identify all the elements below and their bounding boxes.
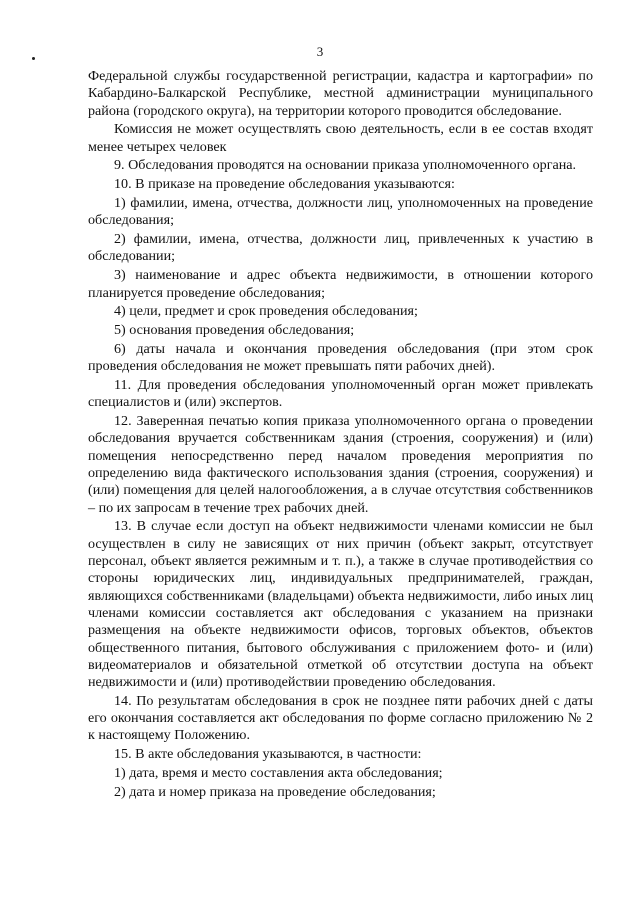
paragraph: 13. В случае если доступ на объект недвижимости членами комиссии не был осуществлен в силу не зависящих от них причин (объект закрыт, отсутствует персонал, объект является режимным и т. п.), а также в случае противодействия со стороны юридических лиц, индивидуальных предпринимателей, граждан, являющихся собственниками (владельцами) объекта недвижимости, либо иных лиц членами комиссии составляется акт обследования с указанием на признаки размещения на объекте недвижимости офисов, торговых объектов, объектов общественного питания, бытового обслуживания с приложением фото- и (или) видеоматериалов и обязательной отметкой об отсутствии доступа на объект недвижимости и (или) противодействии проведению обследования. xyxy=(88,518,593,691)
document-body xyxy=(88,68,593,803)
paragraph: 3) наименование и адрес объекта недвижимости, в отношении которого планируется проведение обследования; xyxy=(88,267,593,301)
paragraph: 14. По результатам обследования в срок не позднее пяти рабочих дней с даты его окончания составляется акт обследования по форме согласно приложению № 2 к настоящему Положению. xyxy=(88,692,593,744)
paragraph: 1) фамилии, имена, отчества, должности лиц, уполномоченных на проведение обследования; xyxy=(88,195,593,229)
paragraph: 2) дата и номер приказа на проведение обследования; xyxy=(114,783,436,800)
paragraph: 11. Для проведения обследования уполномоченный орган может привлекать специалистов и (или) экспертов. xyxy=(88,377,593,411)
page-number: 3 xyxy=(316,44,324,59)
paragraph: 6) даты начала и окончания проведения обследования (при этом срок проведения обследования не может превышать пяти рабочих дней). xyxy=(88,340,593,375)
paragraph: Федеральной службы государственной регистрации, кадастра и картографии» по Кабардино-Балкарской Республике, местной администрации муниципального района (городского округа), на территории которого проводится обследование. xyxy=(88,68,593,119)
paragraph: 15. В акте обследования указываются, в частности: xyxy=(114,746,422,763)
paragraph: 2) фамилии, имена, отчества, должности лиц, привлеченных к участию в обследовании; xyxy=(88,231,593,265)
paragraph: 12. Заверенная печатью копия приказа уполномоченного органа о проведении обследования вручается собственникам здания (строения, сооружения) и (или) помещения непосредственно перед началом проведения мероприятия по определению вида фактического использования здания (строения, сооружения) и (или) помещения для целей налогообложения, а в случае отсутствия собственников – по их запросам в течение трех рабочих дней. xyxy=(88,413,593,516)
scan-speck xyxy=(32,57,35,60)
paragraph: 4) цели, предмет и срок проведения обследования; xyxy=(114,303,418,320)
paragraph: 9. Обследования проводятся на основании приказа уполномоченного органа. xyxy=(114,157,577,174)
paragraph: 1) дата, время и место составления акта обследования; xyxy=(114,765,443,782)
paragraph: 5) основания проведения обследования; xyxy=(114,322,355,339)
paragraph: 10. В приказе на проведение обследования указываются: xyxy=(114,176,455,193)
paragraph: Комиссия не может осуществлять свою деятельность, если в ее состав входят менее четырех человек xyxy=(88,121,593,155)
